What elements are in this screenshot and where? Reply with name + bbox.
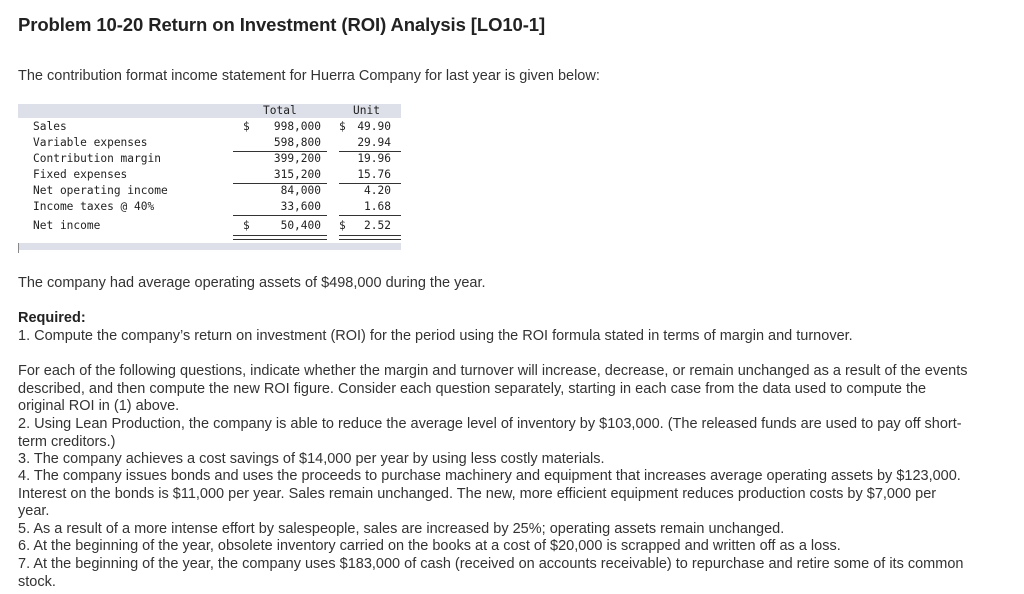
row-total-income-taxes: 33,600	[280, 200, 321, 213]
row-label-sales: Sales	[33, 120, 67, 133]
question-7: 7. At the beginning of the year, the company uses $183,000 of cash (received on accounts receivable) to repurchase and retire some of its common stock.	[18, 556, 964, 590]
row-unit-fixed-expenses: 15.76	[357, 168, 391, 181]
dollar-sign: $	[339, 120, 346, 133]
row-total-sales: 998,000	[273, 120, 321, 133]
row-label-variable-expenses: Variable expenses	[33, 136, 148, 149]
dollar-sign: $	[243, 120, 250, 133]
row-label-income-taxes: Income taxes @ 40%	[33, 200, 155, 213]
instructions-text: For each of the following questions, indicate whether the margin and turnover will increase, decrease, or remain unchanged as a result of the events described, and then compute the new ROI figure. Consider each question separately, starting in each case from the data used to compute the original ROI in (1) above.	[18, 363, 968, 414]
row-label-net-operating-income: Net operating income	[33, 184, 168, 197]
question-1: 1. Compute the company’s return on investment (ROI) for the period using the ROI formula stated in terms of margin and turnover.	[18, 328, 853, 344]
page-title: Problem 10-20 Return on Investment (ROI) Analysis [LO10-1]	[18, 14, 546, 35]
header-total: Total	[263, 104, 297, 117]
row-total-variable-expenses: 598,800	[273, 136, 321, 149]
row-label-fixed-expenses: Fixed expenses	[33, 168, 128, 181]
dollar-sign: $	[339, 219, 346, 232]
question-4: 4. The company issues bonds and uses the proceeds to purchase machinery and equipment that increases average operating assets by $123,000. Interest on the bonds is $11,000 per year. Sales remain unchanged. The new, more efficient equipment reduces production costs by $7,000 per year.	[18, 468, 961, 519]
question-3: 3. The company achieves a cost savings of $14,000 per year by using less costly materials.	[18, 451, 605, 467]
row-unit-variable-expenses: 29.94	[357, 136, 391, 149]
double-underline-rule	[233, 235, 327, 240]
table-header-band	[18, 104, 401, 118]
intro-text: The contribution format income statement for Huerra Company for last year is given below:	[18, 68, 600, 84]
question-2: 2. Using Lean Production, the company is able to reduce the average level of inventory by $103,000. (The released funds are used to pay off short-term creditors.)	[18, 416, 962, 450]
question-5: 5. As a result of a more intense effort by salespeople, sales are increased by 25%; operating assets remain unchanged.	[18, 521, 785, 537]
double-underline-rule	[339, 235, 401, 240]
dollar-sign: $	[243, 219, 250, 232]
row-label-contribution-margin: Contribution margin	[33, 152, 161, 165]
required-heading: Required:	[18, 310, 86, 326]
table-footer-tick	[18, 243, 19, 253]
income-statement-table	[18, 104, 401, 252]
table-footer-band	[18, 243, 401, 250]
row-unit-income-taxes: 1.68	[364, 200, 391, 213]
row-total-fixed-expenses: 315,200	[273, 168, 321, 181]
row-total-contribution-margin: 399,200	[273, 152, 321, 165]
assets-text: The company had average operating assets of $498,000 during the year.	[18, 275, 486, 291]
row-label-net-income: Net income	[33, 219, 101, 232]
header-unit: Unit	[353, 104, 380, 117]
question-6: 6. At the beginning of the year, obsolete inventory carried on the books at a cost of $20,000 is scrapped and written off as a loss.	[18, 538, 841, 554]
row-total-net-income: 50,400	[280, 219, 321, 232]
underline-rule	[339, 215, 401, 216]
underline-rule	[233, 215, 327, 216]
row-unit-net-operating-income: 4.20	[364, 184, 391, 197]
row-total-net-operating-income: 84,000	[280, 184, 321, 197]
row-unit-net-income: 2.52	[364, 219, 391, 232]
row-unit-contribution-margin: 19.96	[357, 152, 391, 165]
row-unit-sales: 49.90	[357, 120, 391, 133]
